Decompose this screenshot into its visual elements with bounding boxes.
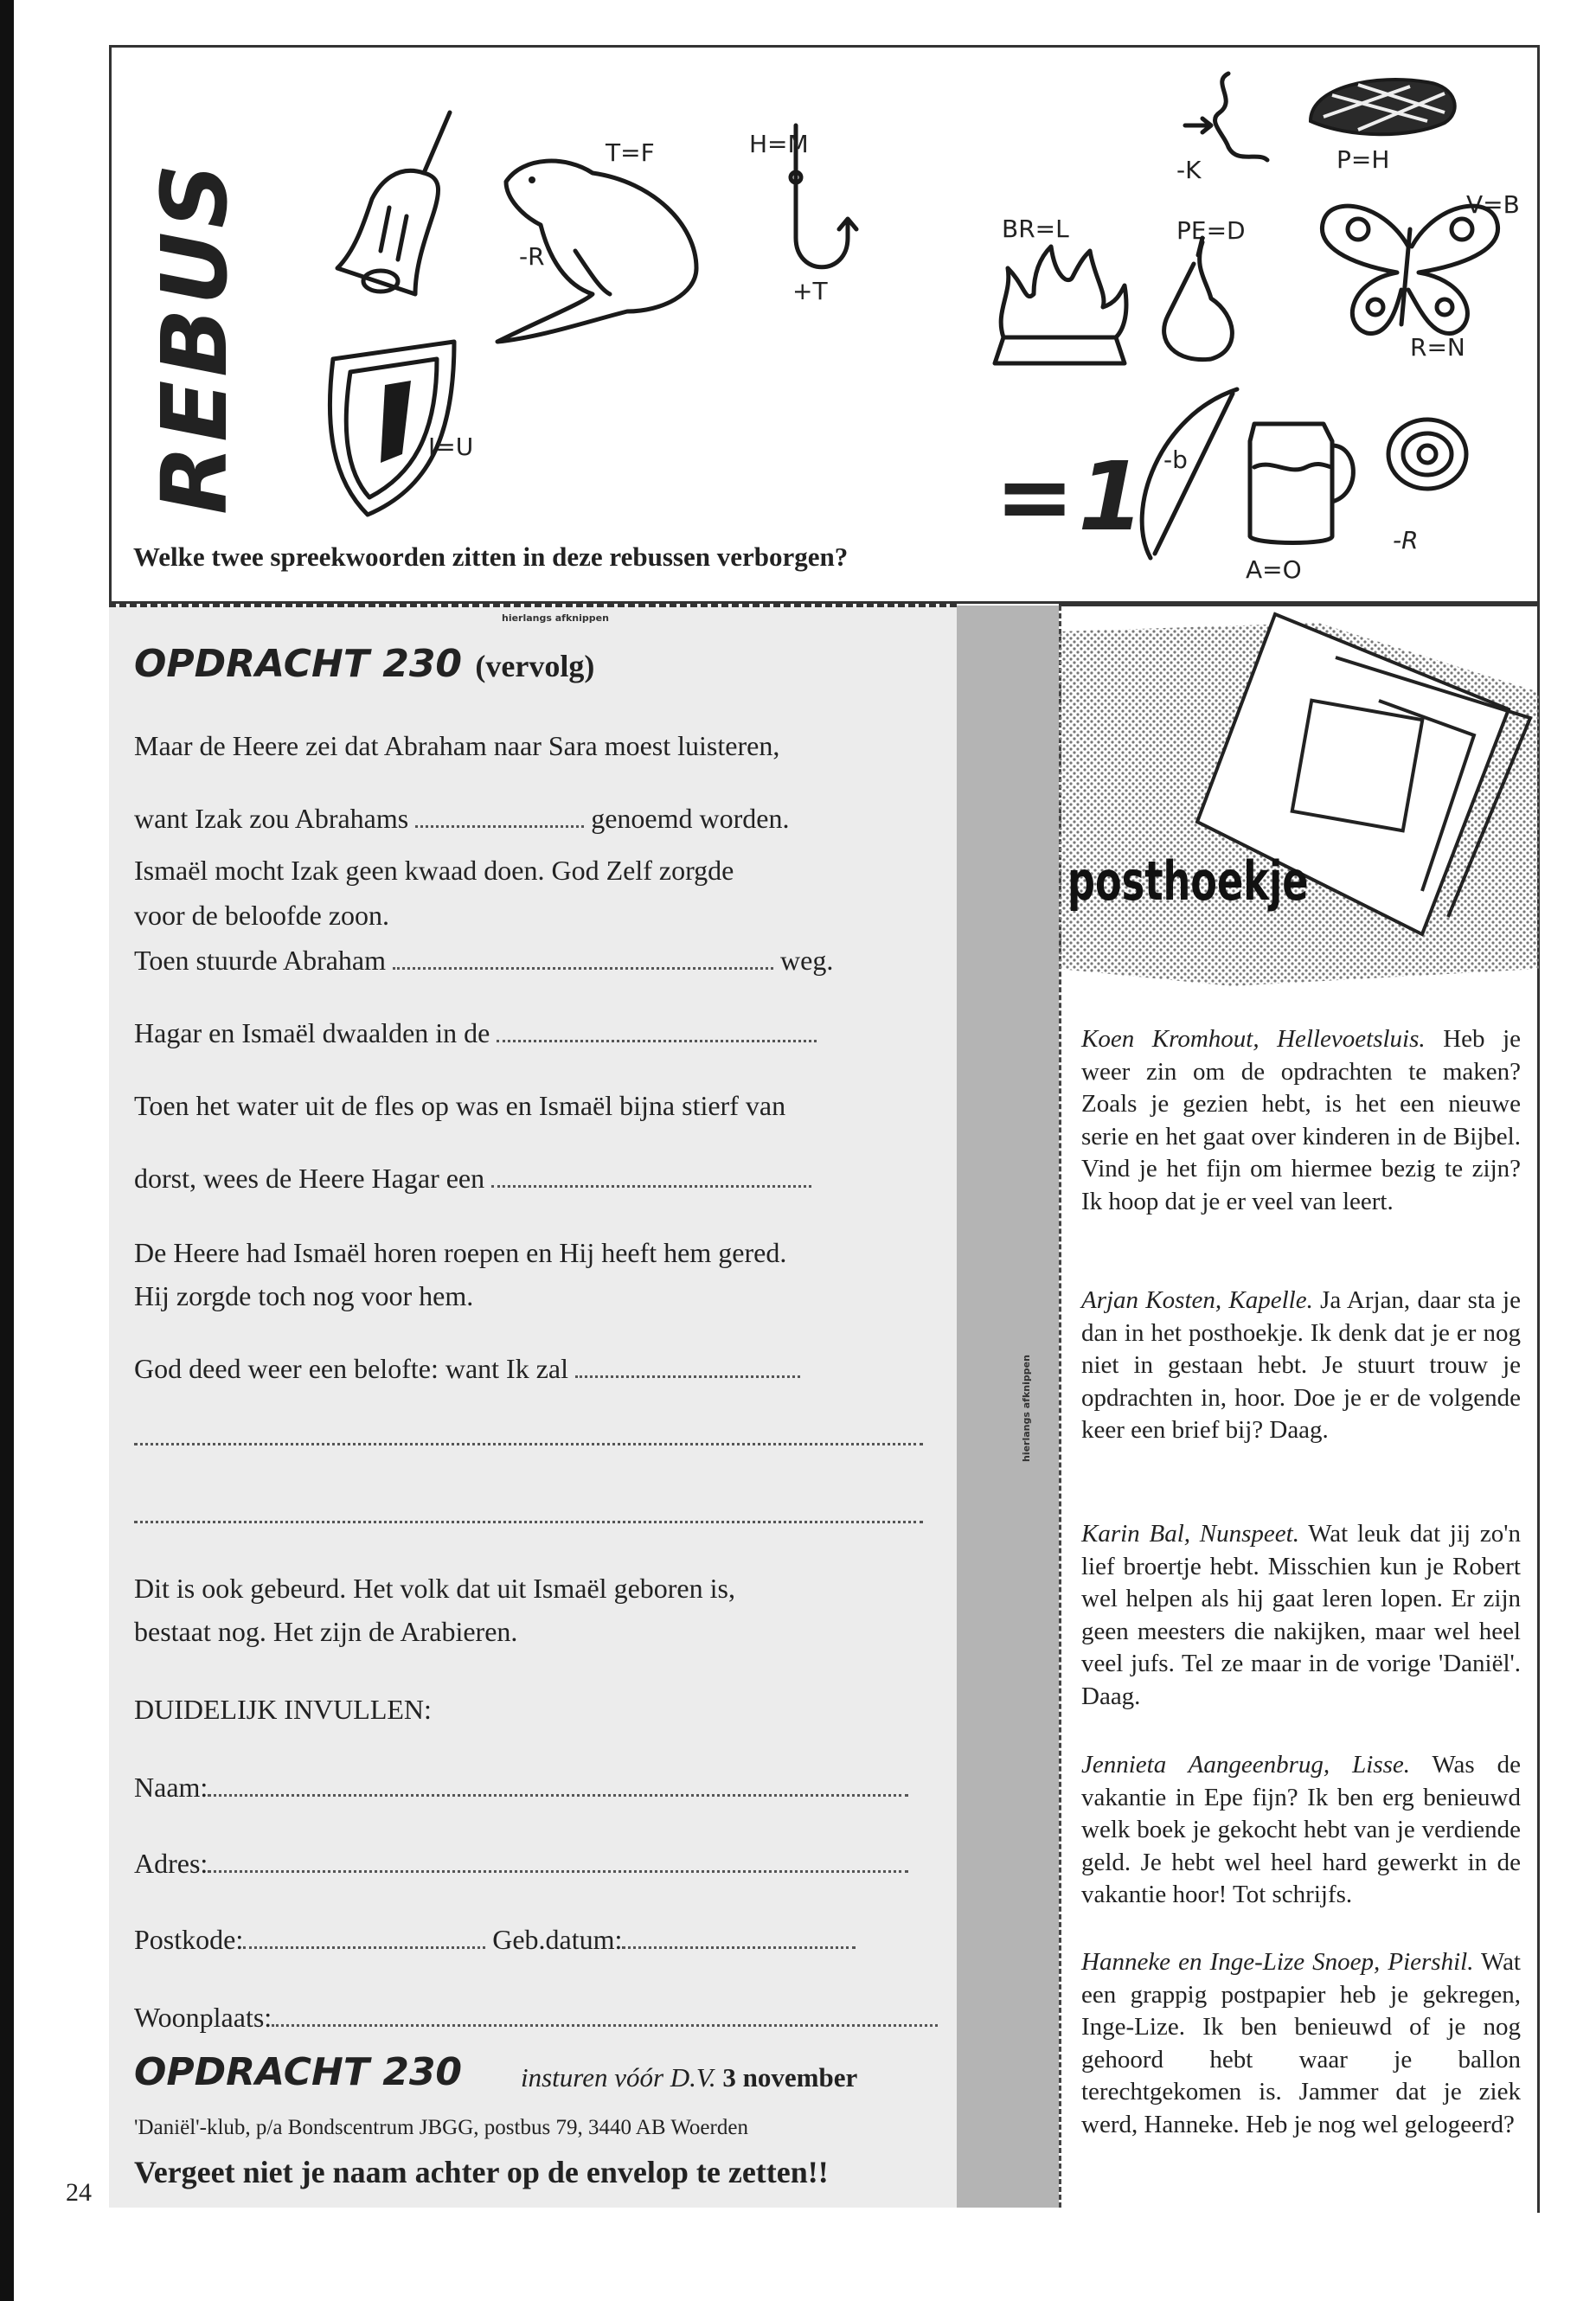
- ring-clue: -R: [1393, 526, 1419, 554]
- form-line-12: Dit is ook gebeurd. Het volk dat uit Ismaël geboren is,: [134, 1573, 735, 1604]
- form-line-10: Hij zorgde toch nog voor hem.: [134, 1280, 474, 1311]
- pear-icon: [1151, 234, 1246, 363]
- shield-icon: [316, 333, 474, 523]
- postcode-row: Postkode: Geb.datum:: [134, 1919, 928, 1960]
- residence-row: Woonplaats:: [134, 1997, 928, 2038]
- bow-clue: -b: [1163, 445, 1188, 474]
- rebus-question: Welke twee spreekwoorden zitten in deze rebussen verborgen?: [133, 542, 849, 572]
- form-line-11: God deed weer een belofte: want Ik zal: [134, 1348, 928, 1389]
- cut-note-vertical: hierlangs afknippen: [1021, 1355, 1032, 1462]
- otter-minus-clue: -R: [519, 242, 545, 271]
- form-line-13: bestaat nog. Het zijn de Arabieren.: [134, 1616, 518, 1647]
- shield-clue: I=U: [428, 433, 474, 461]
- letter-5: Hanneke en Inge-Lize Snoep, Piershil. Wat een grappig postpapier heb je gekregen, Inge-Lize. Ik ben benieuwd of je nog gehoord hebt waar je ballon terechtgekomen is. Jammer dat je ziek werd, Hanneke. Heb je nog wel gelogeerd?: [1081, 1948, 1521, 2138]
- footer-heading: OPDRACHT 230: [134, 2050, 463, 2094]
- blank-4[interactable]: [491, 1163, 811, 1188]
- bow-icon: [1125, 381, 1254, 562]
- pear-clue: PE=D: [1176, 216, 1246, 245]
- form-line-7: Toen het water uit de fles op was en Ismaël bijna stierf van: [134, 1090, 786, 1121]
- gray-strip: [957, 606, 1059, 2208]
- page-number: 24: [66, 2178, 92, 2207]
- form-line-3: Ismaël mocht Izak geen kwaad doen. God Zelf zorgde: [134, 855, 734, 886]
- jug-clue: A=O: [1246, 555, 1302, 584]
- butterfly-icon: [1315, 195, 1505, 346]
- bell-icon: [320, 104, 493, 303]
- deadline: insturen vóór D.V. 3 november: [521, 2062, 858, 2093]
- cut-note: hierlangs afknippen: [502, 612, 609, 624]
- name-row: Naam:: [134, 1766, 928, 1808]
- form-line-6: Hagar en Ismaël dwaalden in de: [134, 1012, 928, 1054]
- blank-6[interactable]: [134, 1443, 923, 1445]
- posthoekje-title: posthoekje: [1067, 849, 1309, 913]
- blank-1[interactable]: [415, 803, 584, 828]
- cut-line: [109, 604, 957, 607]
- butterfly-v-clue: V=B: [1466, 190, 1520, 219]
- club-address: 'Daniël'-klub, p/a Bondscentrum JBGG, postbus 79, 3440 AB Woerden: [134, 2116, 748, 2139]
- form-heading: OPDRACHT 230 (vervolg): [134, 642, 595, 686]
- jug-icon: [1237, 415, 1367, 554]
- hook-clue: H=M: [749, 130, 809, 158]
- cap-icon: [1298, 69, 1471, 151]
- address-row: Adres:: [134, 1843, 928, 1884]
- equals-one: =1: [995, 441, 1148, 552]
- blank-7[interactable]: [134, 1521, 923, 1523]
- fire-icon: [986, 242, 1133, 372]
- letter-3: Karin Bal, Nunspeet. Wat leuk dat jij zo'n lief broertje hebt. Misschien kun je Robert wel helpen als hij gaat leren lopen. Er zijn geen meesters die nakijken, maar wel heel veel jufs. Tel ze maar in de vorige 'Daniël'. Daag.: [1081, 1520, 1521, 1710]
- fire-clue: BR=L: [1002, 215, 1069, 243]
- form-line-4: voor de beloofde zoon.: [134, 900, 390, 931]
- postcode-field[interactable]: [243, 1924, 485, 1949]
- snake-icon: [1176, 65, 1272, 169]
- butterfly-r-clue: R=N: [1410, 333, 1465, 362]
- address-field[interactable]: [208, 1848, 908, 1873]
- birthdate-field[interactable]: [622, 1924, 856, 1949]
- letter-1: Koen Kromhout, Hellevoetsluis. Heb je weer zin om de opdrachten te maken? Zoals je gezien hebt, is het een nieuwe serie en het gaat over kinderen in de Bijbel. Vind je het fijn om hiermee bezig te zijn? Ik hoop dat je er veel van leert.: [1081, 1025, 1521, 1215]
- page-spine: [0, 0, 14, 2301]
- reminder: Vergeet niet je naam achter op de envelop te zetten!!: [134, 2155, 829, 2189]
- fill-title: DUIDELIJK INVULLEN:: [134, 1694, 432, 1725]
- blank-5[interactable]: [575, 1353, 800, 1378]
- snake-clue: -K: [1176, 156, 1202, 184]
- blank-3[interactable]: [497, 1017, 817, 1042]
- form-line-2: want Izak zou Abrahams genoemd worden.: [134, 803, 790, 834]
- rebus-title: REBUS: [142, 160, 247, 515]
- form-line-1: Maar de Heere zei dat Abraham naar Sara moest luisteren,: [134, 730, 780, 761]
- posthoekje-graphic: [1059, 606, 1539, 986]
- name-field[interactable]: [208, 1772, 908, 1797]
- form-line-9: De Heere had Ismaël horen roepen en Hij heeft hem gered.: [134, 1237, 787, 1268]
- blank-2[interactable]: [393, 945, 773, 970]
- residence-field[interactable]: [272, 2002, 938, 2027]
- cap-clue: P=H: [1336, 145, 1390, 174]
- letter-4: Jennieta Aangeenbrug, Lisse. Was de vakantie in Epe fijn? Ik ben erg benieuwd welk boek je gekocht hebt van je verdiende geld. Je hebt wel heel hard gewerkt in de vakantie hoor! Tot schrijfs.: [1081, 1751, 1522, 1908]
- ring-icon: [1380, 407, 1475, 502]
- coupon-form: [109, 606, 957, 2208]
- hook-plus-clue: +T: [792, 277, 828, 305]
- form-line-8: dorst, wees de Heere Hagar een: [134, 1157, 928, 1199]
- letter-2: Arjan Kosten, Kapelle. Ja Arjan, daar sta je dan in het posthoekje. Ik denk dat je er nog niet in gestaan hebt. Je stuurt trouw je opdrachten in, hoor. Doe je er de volgende keer een brief bij? Daag.: [1081, 1286, 1521, 1444]
- form-line-5: Toen stuurde Abraham weg.: [134, 945, 834, 976]
- otter-clue: T=F: [606, 138, 655, 167]
